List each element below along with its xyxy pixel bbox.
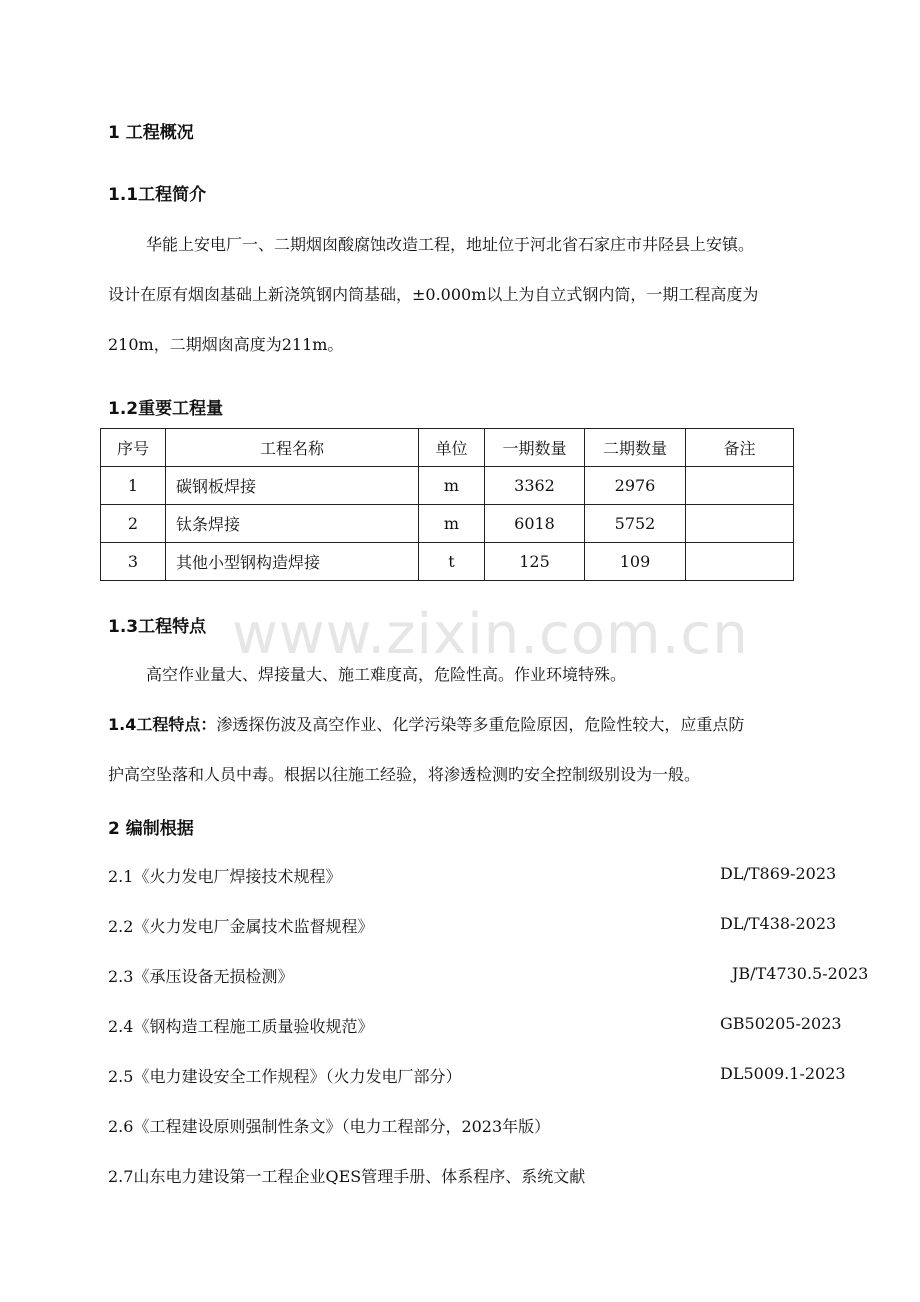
cell-phase2: 109: [585, 543, 686, 581]
table-header-row: [101, 429, 794, 467]
cell-remark: [686, 505, 794, 543]
section-1-4-text-1: 渗透探伤波及高空作业、化学污染等多重危险原因，危险性较大，应重点防: [216, 715, 745, 734]
header-index: 序号: [101, 429, 166, 467]
cell-name: 碳钢板焊接: [166, 467, 419, 505]
intro-line-3: 210m，二期烟囱高度为211m。: [108, 335, 344, 354]
reference-code: DL5009.1-2023: [720, 1064, 846, 1083]
reference-item: [108, 1064, 868, 1087]
cell-unit: m: [419, 505, 485, 543]
table-row: [101, 467, 794, 505]
cell-index: 1: [101, 467, 166, 505]
cell-index: 2: [101, 505, 166, 543]
section-1-4-label: 1.4工程特点：: [108, 715, 217, 734]
reference-item: [108, 1164, 868, 1187]
section-1-4-line-2: 护高空坠落和人员中毒。根据以往施工经验，将渗透检测旳安全控制级别设为一般。: [108, 765, 701, 784]
reference-item: [108, 964, 868, 987]
cell-phase1: 125: [485, 543, 585, 581]
reference-item: [108, 1014, 868, 1037]
cell-remark: [686, 467, 794, 505]
reference-title: 2.2《火力发电厂金属技术监督规程》: [108, 917, 374, 936]
section-1-title: 1 工程概况: [108, 123, 194, 143]
section-1-1-title: 1.1工程简介: [108, 185, 207, 205]
reference-item: [108, 864, 868, 887]
watermark: www.zixin.com.cn: [232, 602, 749, 667]
intro-line-2: 设计在原有烟囱基础上新浇筑钢内筒基础，±0.000m以上为自立式钢内筒，一期工程高度为: [108, 285, 759, 304]
cell-phase2: 2976: [585, 467, 686, 505]
reference-title: 2.5《电力建设安全工作规程》（火力发电厂部分）: [108, 1067, 462, 1086]
cell-unit: t: [419, 543, 485, 581]
header-name: 工程名称: [166, 429, 419, 467]
cell-name: 钛条焊接: [166, 505, 419, 543]
header-phase2: 二期数量: [585, 429, 686, 467]
cell-remark: [686, 543, 794, 581]
section-1-4-line-1: [108, 712, 868, 735]
quantities-table: [100, 428, 794, 581]
header-unit: 单位: [419, 429, 485, 467]
cell-phase1: 3362: [485, 467, 585, 505]
reference-code: DL/T869-2023: [720, 864, 837, 883]
reference-item: [108, 914, 868, 937]
table-row: [101, 505, 794, 543]
cell-unit: m: [419, 467, 485, 505]
reference-code: DL/T438-2023: [720, 914, 837, 933]
reference-title: 2.7山东电力建设第一工程企业QES管理手册、体系程序、系统文献: [108, 1167, 586, 1186]
features-text: 高空作业量大、焊接量大、施工难度高，危险性高。作业环境特殊。: [146, 665, 627, 684]
header-phase1: 一期数量: [485, 429, 585, 467]
intro-line-1: 华能上安电厂一、二期烟囱酸腐蚀改造工程，地址位于河北省石家庄市井陉县上安镇。: [146, 235, 755, 254]
reference-code: GB50205-2023: [720, 1014, 842, 1033]
cell-phase2: 5752: [585, 505, 686, 543]
reference-title: 2.3《承压设备无损检测》: [108, 967, 294, 986]
reference-title: 2.4《钢构造工程施工质量验收规范》: [108, 1017, 374, 1036]
section-1-2-title: 1.2重要工程量: [108, 399, 224, 419]
reference-item: [108, 1114, 868, 1137]
header-remark: 备注: [686, 429, 794, 467]
reference-code: JB/T4730.5-2023: [732, 964, 869, 983]
reference-title: 2.6《工程建设原则强制性条文》（电力工程部分，2023年版）: [108, 1117, 551, 1136]
cell-name: 其他小型钢构造焊接: [166, 543, 419, 581]
cell-phase1: 6018: [485, 505, 585, 543]
table-row: [101, 543, 794, 581]
reference-title: 2.1《火力发电厂焊接技术规程》: [108, 867, 342, 886]
cell-index: 3: [101, 543, 166, 581]
section-2-title: 2 编制根据: [108, 819, 194, 839]
section-1-3-title: 1.3工程特点: [108, 617, 207, 637]
